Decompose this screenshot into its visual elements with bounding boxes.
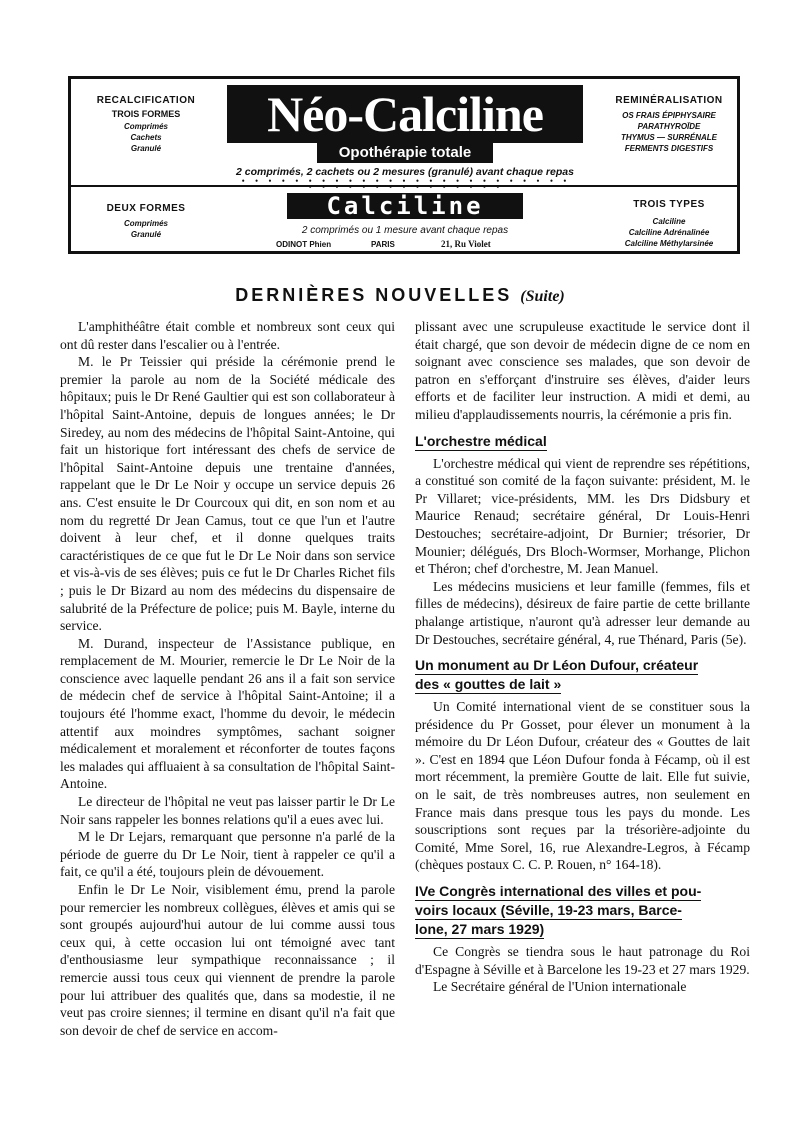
page-heading [0,285,800,306]
paragraph: Ce Congrès se tiendra sous le haut patronage du Roi d'Espagne à Séville et à Barcelone les 19-23 et 27 mars 1929. [415,944,750,977]
paragraph: Le directeur de l'hôpital ne veut pas laisser partir le Dr Le Noir sans rappeler les bonnes relations qu'il a eues avec lui. [60,794,395,827]
ad-left-top-subtitle: TROIS FORMES [111,109,181,119]
left-column [60,318,395,1039]
ad-item: Comprimés [123,122,168,131]
ad-item: Cachets [130,133,162,142]
paragraph: Enfin le Dr Le Noir, visiblement ému, prend la parole pour remercier les nombreux collègues, élèves et amis qui se sont groupés aujourd'hui autour de lui comme aussi tous ceux qui, à cette occasion lui ont témoigné avec tant d'enthousiasme leur sympathique reconnaissance ; il remercie aussi tous ceux qui viennent de prendre la parole pour lui attribuer des qualités que, dans sa modestie, il ne veut pas croire siennes; il termine en disant qu'il n'a fait que son devoir de chef de service en accom- [60,882,395,1038]
paragraph: L'amphithéâtre était comble et nombreux sont ceux qui ont dû rester dans l'escalier ou à l'entrée. [60,319,395,352]
right-column [415,318,750,996]
heading-line: Un monument au Dr Léon Dufour, créateur [415,657,699,674]
paragraph: M le Dr Lejars, remarquant que personne n'a parlé de la période de guerre du Dr Le Noir, tient à rappeler ce qu'il a fait, ce qu'il a été, toujours plein de dévouement. [60,829,395,880]
ad-dosage-2: 2 comprimés ou 1 mesure avant chaque repas [301,225,509,236]
paragraph: Les médecins musiciens et leur famille (femmes, fils et filles de médecins), désireux de faire partie de cette brillante phalange artistique, n'auront qu'à adresser leur demande au Dr Destouches, secrétaire général, 4, rue Thénard, Paris (5e). [415,578,750,647]
ad-left-top-title: RECALCIFICATION [96,95,196,106]
paragraph: M. Durand, inspecteur de l'Assistance publique, en remplacement de M. Mourier, remercie le Dr Le Noir de la conscience avec laquelle pendant 26 ans il a fait son service de médecin chef de service à l'hôpital Saint-Antoine; il a toujours été l'homme exact, l'homme du devoir, le médecin attentif aux moindres symptômes, sachant soigner médicalement et moralement et réconforter de toutes façons les malades qui affluaient à sa consultation de l'hôpital Saint-Antoine. [60,635,395,792]
ad-item: FERMENTS DIGESTIFS [624,144,714,153]
ad-dosage-1: 2 comprimés, 2 cachets ou 2 mesures (granulé) avant chaque repas [236,166,574,178]
ad-brand-neo-calciline: Néo-Calciline [227,85,583,143]
heading-line: lone, 27 mars 1929) [415,921,545,938]
ad-item: PARATHYROÏDE [637,122,701,131]
heading-title: DERNIÈRES NOUVELLES [235,285,513,305]
paragraph: plissant avec une scrupuleuse exactitude le service dont il était chargé, que son devoir de médecin digne de ce nom en soignant avec conscience ses malades, que son devoir de patron en s'efforçant d'instruire ses élèves, d'aider leurs efforts et de faciliter leur instruction. A midi et demi, au milieu d'applaudissements nourris, la cérémonie a pris fin. [415,319,750,422]
ad-tagline: Opothérapie totale [317,143,493,163]
ad-item: Calciline [652,217,686,226]
paragraph: M. le Pr Teissier qui préside la cérémonie prend le premier la parole au nom de la Société médicale des hôpitaux; puis le Dr René Gaultier qui est son collaborateur à l'hôpital Saint-Antoine, depuis de longues années; le Dr Siredey, au nom des médecins de l'hôpital Saint-Antoine, qui fait un historique fort intéressant des chefs de service de l'hôpital Saint-Antoine depuis une trentaine d'années, rappelant que le Dr Le Noir y occupe un service depuis 26 ans. C'est ensuite le Dr Courcoux qui dit, en son nom et au nom du regretté Dr Jean Camus, tout ce que l'un et l'autre doivent à leur chef, et il donne quelques traits caractéristiques de ce que fut le Dr Le Noir dans son service et vis-à-vis de ses élèves; puis ce fut le Dr Charles Richet fils ; puis le Dr Bizard au nom des médecins du dispensaire de salubrité de la Préfecture de police; puis M. Bayle, interne du service. [60,354,395,634]
heading-line: IVe Congrès international des villes et pou- [415,883,702,900]
ad-address [276,239,536,249]
heading-suite: (Suite) [520,288,565,305]
paragraph: Un Comité international vient de se constituer sous la présidence du Pr Gosset, pour élever un monument à la mémoire du Dr Léon Dufour, créateur des « Gouttes de lait ». C'est en 1894 que Léon Dufour fonda à Fécamp, où il est mort récemment, la première Goutte de lait. Elle fut suivie, on le sait, de très nombreuses autres, non seulement en France mais dans presque tous les pays du monde. Les souscriptions sont reçues par la trésorière-adjointe du Comité, Mme Sorel, 16, rue Alexandre-Legros, à Fécamp (chèques postaux C. C. P. Rouen, n° 164-18). [415,699,750,873]
section-heading-monument [415,656,750,694]
ad-item: Calciline Méthylarsinée [624,239,714,248]
ad-left-bottom-title: DEUX FORMES [106,203,186,214]
ad-remineralisation-block [601,95,737,154]
ad-trois-types-block [601,199,737,249]
section-heading-orchestre: L'orchestre médical [415,432,547,449]
section-heading-congres [415,882,750,939]
ad-item: OS FRAIS ÉPIPHYSAIRE [622,111,716,120]
ad-item: Comprimés [123,219,168,228]
advertisement-box [68,76,740,254]
ad-dotted-divider: • • • • • • • • • • • • • • • • • • • • • • • • • • • • • • • • • • • • • • • • [241,176,571,192]
ad-item: Granulé [130,230,162,239]
ad-item: THYMUS — SURRÉNALE [620,133,717,142]
ad-address-maker: ODINOT Phien [276,240,332,249]
ad-address-city: PARIS [371,240,395,249]
ad-right-bottom-title: TROIS TYPES [633,199,705,210]
ad-item: Calciline Adrénalinée [628,228,710,237]
heading-line: des « gouttes de lait » [415,676,562,693]
paragraph: L'orchestre médical qui vient de reprendre ses répétitions, a constitué son comité de la façon suivante: président, M. le Pr Villaret; vice-présidents, MM. les Drs Didsbury et Maurice Renaud; secrétaire général, Dr Louis-Henri Destouches; secrétaire-adjoint, Dr Burnier; trésorier, Dr Mounier; délégués, Drs Bloch-Wormser, Morhange, Plichon et Théron; chef d'orchestre, M. Jean Manuel. [415,455,750,577]
ad-brand-calciline: Calciline [287,193,523,219]
ad-deux-formes-block [81,203,211,240]
ad-right-top-title: REMINÉRALISATION [615,95,723,106]
ad-item: Granulé [130,144,162,153]
ad-recalcification-block [81,95,211,154]
heading-line: voirs locaux (Séville, 19-23 mars, Barce- [415,902,682,919]
ad-address-street: 21, Ru Violet [441,239,491,249]
paragraph: Le Secrétaire général de l'Union internationale [433,979,687,995]
